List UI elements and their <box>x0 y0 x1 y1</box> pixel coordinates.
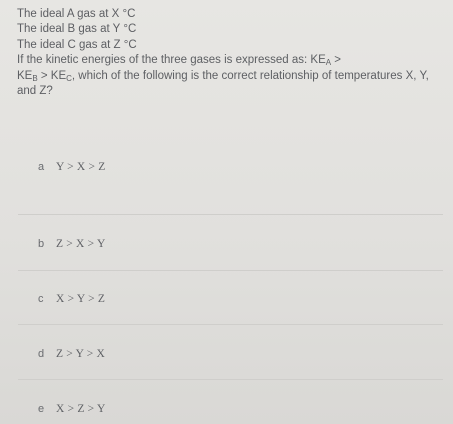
gas-c-line: The ideal C gas at Z °C <box>17 38 137 51</box>
option-divider <box>18 214 443 215</box>
option-text: Y > X > Z <box>56 161 106 173</box>
option-text: X > Y > Z <box>56 293 106 305</box>
gas-b-line: The ideal B gas at Y °C <box>17 23 137 36</box>
option-letter: b <box>38 238 45 250</box>
option-d[interactable] <box>38 344 105 364</box>
gas-a-line: The ideal A gas at X °C <box>17 8 136 20</box>
option-text: Z > X > Y <box>56 238 106 250</box>
option-divider <box>18 270 443 271</box>
option-text: Z > Y > X <box>56 348 106 360</box>
option-a[interactable] <box>38 157 105 177</box>
option-letter: d <box>38 348 45 360</box>
option-letter: c <box>38 293 44 305</box>
option-e[interactable] <box>38 399 105 419</box>
option-c[interactable] <box>38 289 105 309</box>
option-divider <box>18 379 443 380</box>
question-stem: If the kinetic energies of the three gases is expressed as: $KE_A$ > $KE_B > KE_C$, which of the following is the correct relationship of temperatures X, Y, and Z? <box>17 54 429 98</box>
option-b[interactable] <box>38 234 105 254</box>
option-letter: e <box>38 403 45 415</box>
option-divider <box>18 324 443 325</box>
option-letter: a <box>38 161 45 173</box>
option-text: X > Z > Y <box>56 403 106 415</box>
